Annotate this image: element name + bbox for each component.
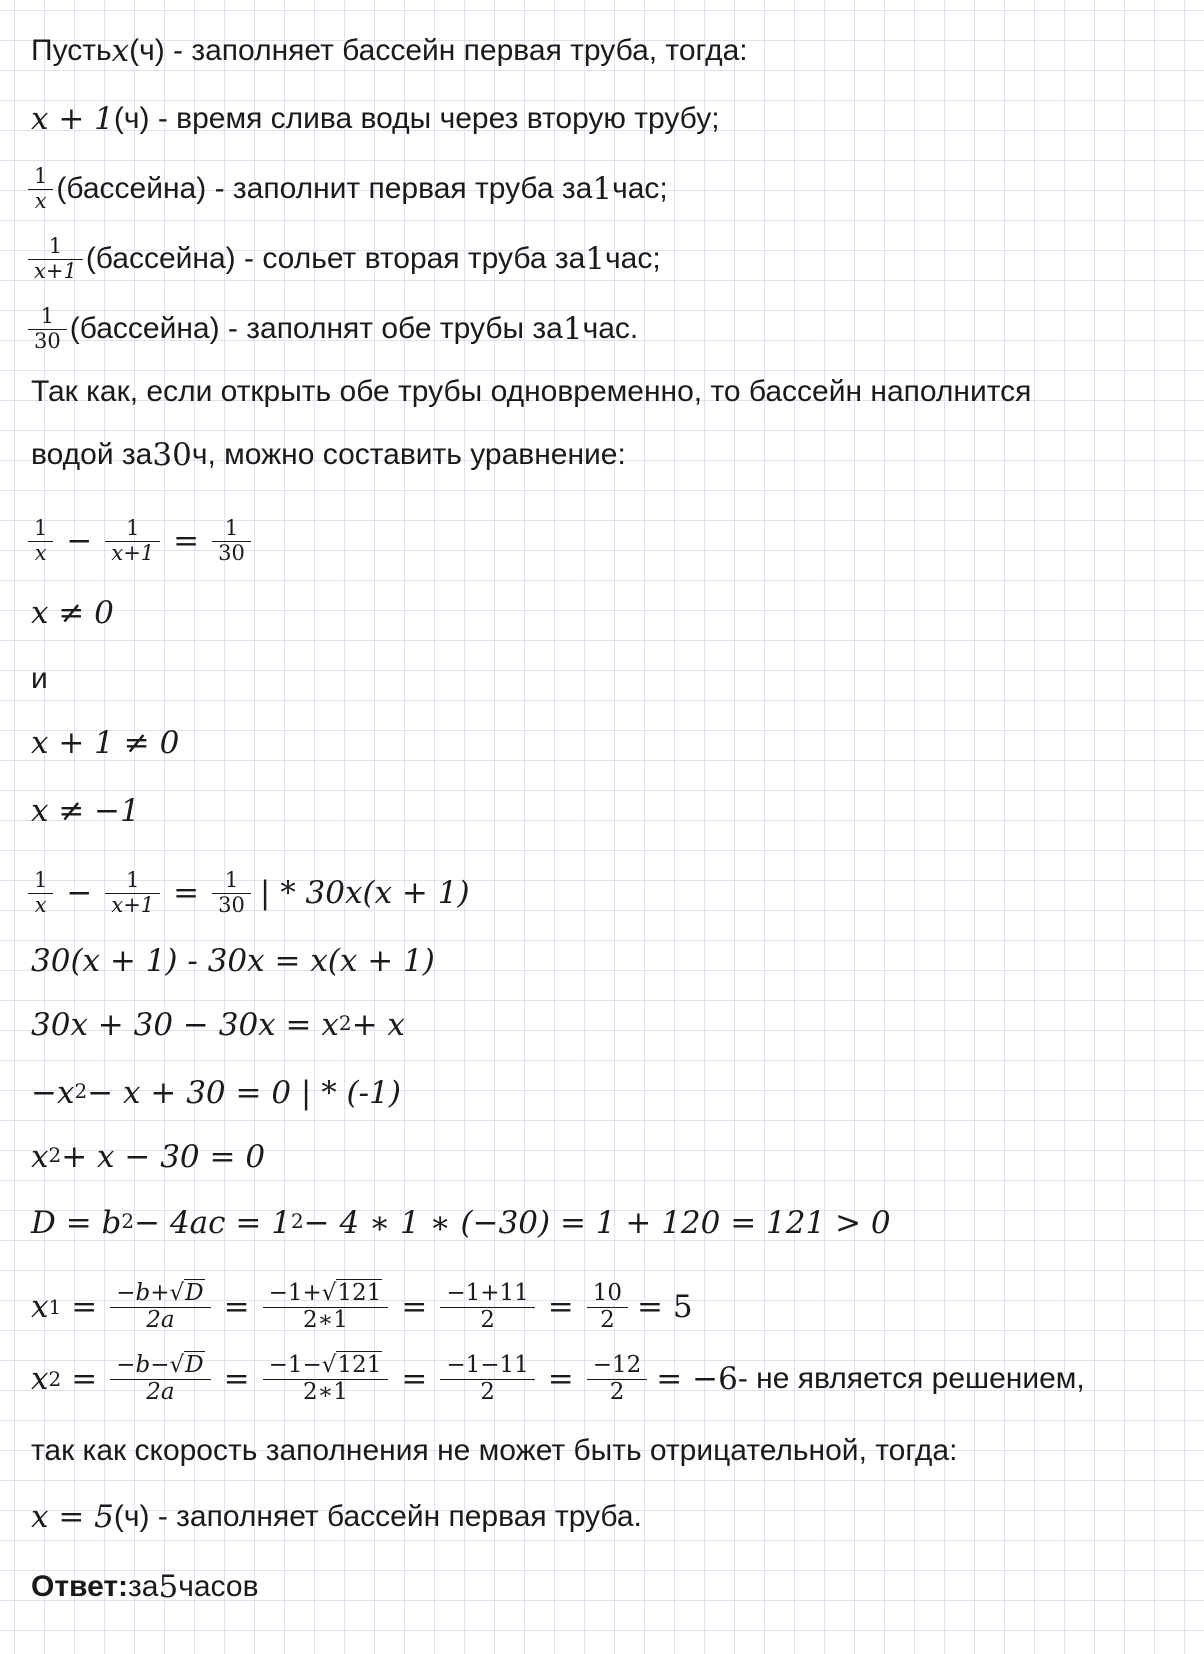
text: ч, можно составить уравнение: [191, 438, 626, 471]
fraction [113, 1353, 207, 1406]
sqrt-symbol: √ [169, 1351, 185, 1378]
text: час; [612, 172, 668, 205]
number: 5 [158, 1569, 179, 1605]
numerator-part: −b− [116, 1351, 170, 1378]
numerator [266, 1281, 386, 1307]
math-expr: 30(x + 1) - 30x = x(x + 1) [31, 943, 435, 979]
math-expr: − 4ac = 1 [134, 1205, 291, 1241]
operator: = [547, 1289, 574, 1325]
line-let-x [31, 24, 748, 78]
fraction [113, 1281, 207, 1334]
denominator: 2 [440, 1379, 534, 1406]
math-expr: − x + 30 = 0 | * (-1) [87, 1075, 401, 1111]
exponent: 2 [121, 1209, 135, 1233]
exponent: 2 [48, 1143, 62, 1167]
line-condition-x [31, 586, 114, 640]
numerator: 1 [34, 867, 48, 892]
numerator-part: −1− [268, 1351, 322, 1378]
fraction [590, 1353, 645, 1406]
numerator-part: −b+ [116, 1279, 170, 1306]
subscript: 1 [48, 1295, 62, 1319]
fraction [443, 1353, 531, 1406]
text: - не является решением, [737, 1362, 1085, 1395]
numerator: 1 [224, 867, 239, 892]
subscript: 2 [48, 1367, 62, 1391]
math-expr: −x [31, 1075, 75, 1111]
denominator: x [28, 541, 53, 566]
line-condition-x-plus-1 [31, 716, 179, 770]
line-root-x2 [31, 1352, 1085, 1406]
line-and [31, 652, 48, 706]
fraction [31, 305, 64, 353]
exponent: 2 [290, 1209, 304, 1233]
operator: − [66, 875, 93, 911]
radicand: D [185, 1279, 204, 1306]
math-expr: D = b [31, 1205, 122, 1241]
line-expand-1 [31, 934, 435, 988]
line-second-pipe-rate [31, 232, 661, 286]
numerator: 1 [48, 233, 63, 258]
denominator: 2 [587, 1379, 648, 1406]
fraction [443, 1281, 531, 1334]
numerator: 1 [34, 515, 48, 540]
text: так как скорость заполнения не может быть отрицательной, тогда: [31, 1434, 958, 1467]
operator: = [223, 1361, 250, 1397]
number: 1 [592, 171, 613, 207]
math-expr: + x [351, 1007, 405, 1043]
fraction [31, 869, 50, 917]
exponent: 2 [338, 1011, 352, 1035]
line-second-pipe-time [31, 92, 720, 146]
radicand: 121 [337, 1351, 382, 1378]
text: (ч) - заполняет бассейн первая труба, тогда: [129, 34, 748, 67]
numerator [113, 1281, 207, 1307]
line-conclusion [31, 1424, 957, 1478]
text: Пусть [31, 34, 112, 67]
fraction [31, 235, 80, 283]
denominator: 30 [28, 329, 67, 354]
numerator [266, 1353, 386, 1379]
text: и [31, 662, 48, 695]
fraction [590, 1281, 625, 1334]
math-expr: x + 1 ≠ 0 [31, 725, 180, 761]
number: 30 [152, 437, 192, 473]
numerator: 1 [40, 303, 55, 328]
fraction [215, 517, 248, 565]
operator: = [173, 523, 200, 559]
operator: = [173, 875, 200, 911]
fraction [31, 517, 50, 565]
text: водой за [31, 438, 153, 471]
operator: = [547, 1361, 574, 1397]
result: = −6 [656, 1361, 738, 1397]
math-expr: x ≠ −1 [31, 793, 140, 829]
operator: = [71, 1289, 98, 1325]
fraction [215, 869, 248, 917]
line-reasoning-2 [31, 428, 626, 482]
denominator: 2∗1 [263, 1379, 389, 1406]
line-discriminant [31, 1196, 891, 1250]
numerator: −1+11 [446, 1279, 529, 1306]
fraction [108, 869, 157, 917]
numerator: −1−11 [446, 1351, 529, 1378]
text: (бассейна) - сольет вторая труба за [85, 242, 586, 275]
line-first-pipe-rate [31, 162, 668, 216]
numerator: 1 [34, 163, 48, 188]
radicand: D [185, 1351, 204, 1378]
denominator: 2 [587, 1307, 628, 1334]
text: час. [582, 312, 639, 345]
text: (бассейна) - заполнит первая труба за [56, 172, 593, 205]
math-expr: − 4 ∗ 1 ∗ (−30) = 1 + 120 = 121 > 0 [303, 1205, 891, 1241]
denominator: x [28, 893, 53, 918]
denominator: x+1 [28, 259, 83, 284]
fraction [31, 165, 50, 213]
operator: = [401, 1289, 428, 1325]
numerator: 10 [592, 1279, 623, 1306]
text: (ч) - заполняет бассейн первая труба. [113, 1500, 642, 1533]
numerator-part: −1+ [268, 1279, 322, 1306]
sqrt-symbol: √ [169, 1279, 185, 1306]
numerator: 1 [126, 867, 140, 892]
operator: = [401, 1361, 428, 1397]
denominator: 2∗1 [263, 1307, 389, 1334]
denominator: 2a [110, 1379, 210, 1406]
operator: = [223, 1289, 250, 1325]
math-expr: x ≠ 0 [31, 595, 114, 631]
numerator: −12 [592, 1351, 642, 1378]
operator: = [71, 1361, 98, 1397]
denominator: 30 [212, 541, 251, 566]
sqrt-symbol: √ [321, 1279, 337, 1306]
text: Так как, если открыть обе трубы одновременно, то бассейн наполнится [31, 375, 1032, 408]
var-x: x [31, 1289, 49, 1325]
math-expr: | * 30x(x + 1) [259, 875, 470, 911]
denominator: 30 [212, 893, 251, 918]
fraction [266, 1281, 386, 1334]
denominator: 2a [110, 1307, 210, 1334]
fraction [108, 517, 157, 565]
sqrt-symbol: √ [321, 1351, 337, 1378]
result: = 5 [637, 1289, 693, 1325]
math-expr: x = 5 [31, 1499, 114, 1535]
number: 1 [562, 311, 583, 347]
line-answer [31, 1560, 259, 1614]
text: (бассейна) - заполнят обе трубы за [69, 312, 563, 345]
answer-label: Ответ: [31, 1570, 129, 1603]
math-expr: 30x + 30 − 30x = x [31, 1007, 339, 1043]
radicand: 121 [337, 1279, 382, 1306]
var-x: x [31, 1361, 49, 1397]
math-expr: + x − 30 = 0 [61, 1139, 266, 1175]
text: за [128, 1570, 159, 1603]
line-equation-multiply [31, 866, 470, 920]
denominator: 2 [440, 1307, 534, 1334]
line-x-equals-5 [31, 1490, 642, 1544]
line-quadratic [31, 1130, 265, 1184]
text: часов [178, 1570, 259, 1603]
math-expr: x [31, 1139, 49, 1175]
line-x-not-minus-1 [31, 784, 140, 838]
line-expand-2 [31, 998, 405, 1052]
text: час; [605, 242, 661, 275]
line-reasoning-1 [31, 365, 1031, 419]
denominator: x [28, 189, 53, 214]
line-multiply-minus-1 [31, 1066, 401, 1120]
math-expr: x + 1 [31, 101, 114, 137]
denominator: x+1 [105, 893, 160, 918]
var-x: x [111, 33, 130, 69]
number: 1 [585, 241, 606, 277]
line-both-pipes-rate [31, 302, 638, 356]
denominator: x+1 [105, 541, 160, 566]
numerator: 1 [224, 515, 239, 540]
line-root-x1 [31, 1280, 693, 1334]
operator: − [66, 523, 93, 559]
numerator: 1 [126, 515, 140, 540]
numerator [113, 1353, 207, 1379]
line-equation [31, 514, 254, 568]
fraction [266, 1353, 386, 1406]
exponent: 2 [74, 1079, 88, 1103]
text: (ч) - время слива воды через вторую трубу; [113, 102, 720, 135]
